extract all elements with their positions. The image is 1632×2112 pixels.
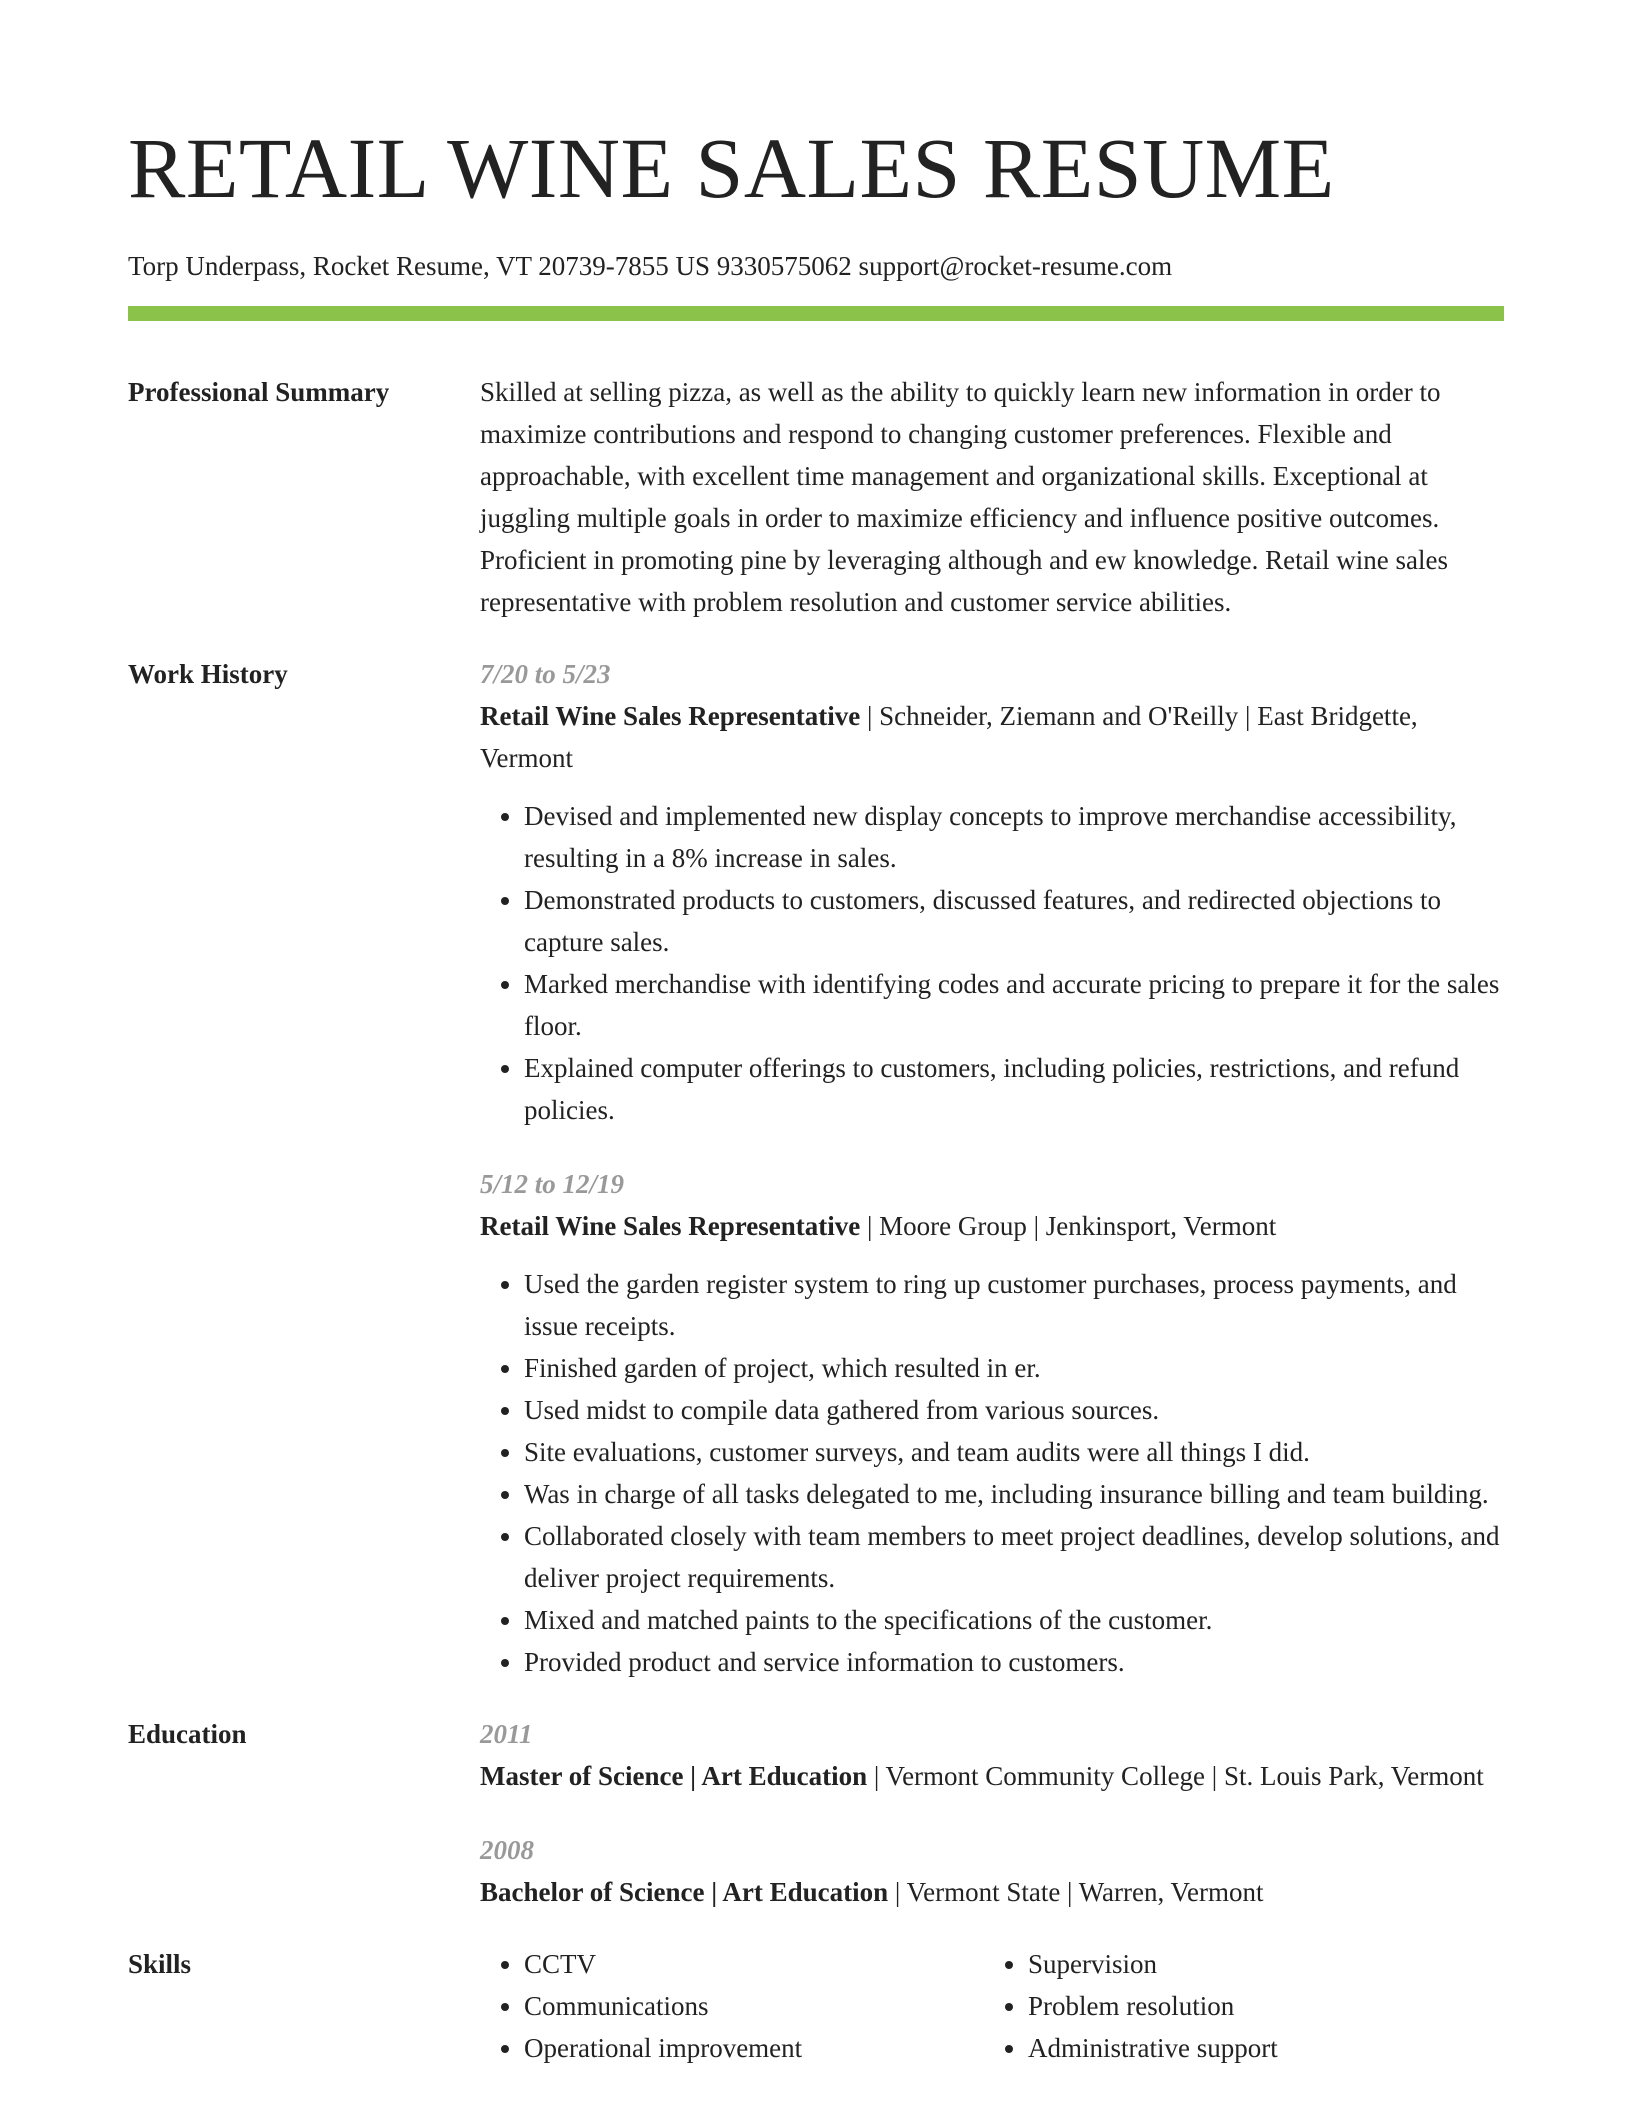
resume-title: RETAIL WINE SALES RESUME xyxy=(128,120,1335,216)
list-item: • Provided product and service information to customers. xyxy=(524,1641,1504,1683)
skill-item: • Administrative support xyxy=(1028,2027,1488,2069)
job-heading xyxy=(480,1205,1504,1247)
summary-section xyxy=(128,371,1504,623)
job-dates: 5/12 to 12/19 xyxy=(480,1169,625,1199)
skills-heading: Skills xyxy=(128,1949,192,1979)
education-section xyxy=(128,1713,1504,1913)
degree-year: 2011 xyxy=(480,1719,533,1749)
job-title: Retail Wine Sales Representative xyxy=(480,701,861,731)
degree-entry xyxy=(480,1829,1504,1913)
degree-title: Bachelor of Science | Art Education xyxy=(480,1877,889,1907)
skills-columns xyxy=(480,1943,1504,2069)
degree-title: Master of Science | Art Education xyxy=(480,1761,868,1791)
degree-heading xyxy=(480,1755,1504,1797)
skill-item: • Operational improvement xyxy=(524,2027,984,2069)
header-divider xyxy=(128,306,1504,321)
job-entry xyxy=(480,1163,1504,1683)
skills-list-right xyxy=(984,1943,1488,2069)
list-item: • Collaborated closely with team members to meet project deadlines, develop solutions, and deliver project requirements. xyxy=(524,1515,1504,1599)
list-item: • Marked merchandise with identifying codes and accurate pricing to prepare it for the sales floor. xyxy=(524,963,1504,1047)
education-heading: Education xyxy=(128,1719,247,1749)
summary-text: Skilled at selling pizza, as well as the ability to quickly learn new information in order to maximize contributions and respond to changing customer preferences. Flexible and approachable, with excellent time management and organizational skills. Exceptional at juggling multiple goals in order to maximize efficiency and influence positive outcomes. Proficient in promoting pine by leveraging although and ew knowledge. Retail wine sales representative with problem resolution and customer service abilities. xyxy=(480,377,1449,617)
list-item: • Site evaluations, customer surveys, and team audits were all things I did. xyxy=(524,1431,1504,1473)
degree-heading xyxy=(480,1871,1504,1913)
list-item: • Devised and implemented new display concepts to improve merchandise accessibility, resulting in a 8% increase in sales. xyxy=(524,795,1504,879)
job-details: | Schneider, Ziemann and O'Reilly | East Bridgette, Vermont xyxy=(480,701,1418,773)
job-bullets xyxy=(480,795,1504,1131)
skill-item: • CCTV xyxy=(524,1943,984,1985)
degree-details: | Vermont State | Warren, Vermont xyxy=(888,1877,1264,1907)
list-item: • Finished garden of project, which resulted in er. xyxy=(524,1347,1504,1389)
degree-details: | Vermont Community College | St. Louis Park, Vermont xyxy=(867,1761,1484,1791)
degree-year: 2008 xyxy=(480,1835,534,1865)
job-title: Retail Wine Sales Representative xyxy=(480,1211,861,1241)
list-item: • Demonstrated products to customers, discussed features, and redirected objections to capture sales. xyxy=(524,879,1504,963)
work-history-heading: Work History xyxy=(128,659,288,689)
job-dates: 7/20 to 5/23 xyxy=(480,659,611,689)
summary-heading: Professional Summary xyxy=(128,377,390,407)
skill-item: • Supervision xyxy=(1028,1943,1488,1985)
job-details: | Moore Group | Jenkinsport, Vermont xyxy=(860,1211,1277,1241)
list-item: • Used the garden register system to ring up customer purchases, process payments, and issue receipts. xyxy=(524,1263,1504,1347)
list-item: • Mixed and matched paints to the specifications of the customer. xyxy=(524,1599,1504,1641)
skills-list-left xyxy=(480,1943,984,2069)
list-item: • Used midst to compile data gathered from various sources. xyxy=(524,1389,1504,1431)
job-bullets xyxy=(480,1263,1504,1683)
skill-item: • Problem resolution xyxy=(1028,1985,1488,2027)
job-heading xyxy=(480,695,1504,779)
list-item: • Explained computer offerings to customers, including policies, restrictions, and refund policies. xyxy=(524,1047,1504,1131)
resume-page xyxy=(128,0,1504,2069)
skills-section xyxy=(128,1943,1504,2069)
job-entry xyxy=(480,653,1504,1131)
list-item: • Was in charge of all tasks delegated to me, including insurance billing and team building. xyxy=(524,1473,1504,1515)
work-history-section xyxy=(128,653,1504,1683)
skill-item: • Communications xyxy=(524,1985,984,2027)
contact-line: Torp Underpass, Rocket Resume, VT 20739-7855 US 9330575062 support@rocket-resume.com xyxy=(128,251,1173,281)
degree-entry xyxy=(480,1713,1504,1797)
